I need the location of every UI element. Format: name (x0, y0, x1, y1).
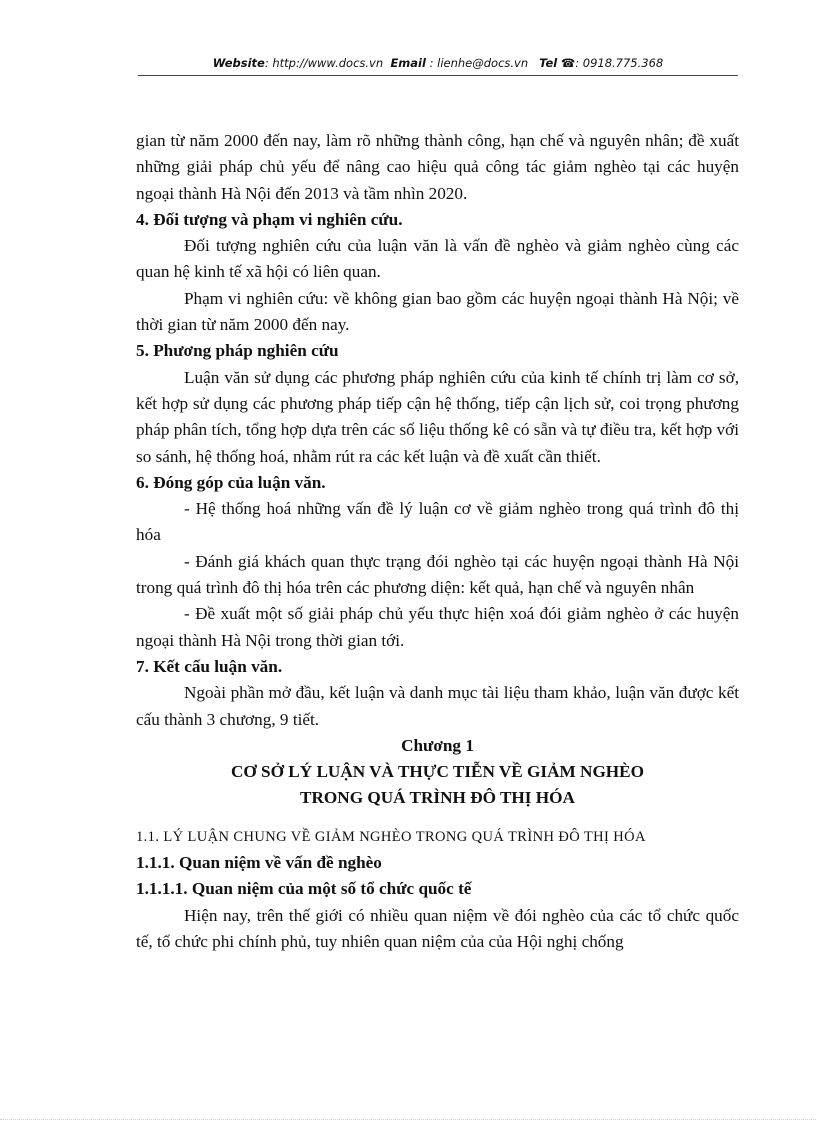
chapter-label: Chương 1 (401, 735, 474, 755)
paragraph-structure: Ngoài phần mở đầu, kết luận và danh mục tài liệu tham khảo, luận văn được kết cấu thành 3 chương, 9 tiết. (136, 683, 739, 729)
heading-1-1-1-1: 1.1.1.1. Quan niệm của một số tổ chức quốc tế (136, 879, 472, 899)
paragraph-research-subject: Đối tượng nghiên cứu của luận văn là vấn đề nghèo và giảm nghèo cùng các quan hệ kinh tế xã hội có liên quan. (136, 236, 739, 282)
contribution-item-2: - Đánh giá khách quan thực trạng đói nghèo tại các huyện ngoại thành Hà Nội trong quá trình đô thị hóa trên các phương diện: kết quả, hạn chế và nguyên nhân (136, 551, 739, 598)
heading-section-6: 6. Đóng góp của luận văn. (136, 472, 326, 492)
document-body (136, 128, 739, 955)
heading-1-1: 1.1. LÝ LUẬN CHUNG VỀ GIẢM NGHÈO TRONG QUÁ TRÌNH ĐÔ THỊ HÓA (136, 828, 646, 845)
contribution-item-1: - Hệ thống hoá những vấn đề lý luận cơ về giảm nghèo trong quá trình đô thị hóa (136, 499, 739, 545)
heading-section-7: 7. Kết cấu luận văn. (136, 656, 283, 676)
phone-icon: ☎ (560, 56, 576, 70)
chapter-title-line-1: CƠ SỞ LÝ LUẬN VÀ THỰC TIỄN VỀ GIẢM NGHÈO (230, 762, 645, 782)
paragraph-international-views: Hiện nay, trên thế giới có nhiều quan niệm về đói nghèo của các tổ chức quốc tế, tổ chức phi chính phủ, tuy nhiên quan niệm của của Hội nghị chống (136, 905, 739, 951)
heading-1-1-1: 1.1.1. Quan niệm về vấn đề nghèo (136, 853, 382, 873)
paragraph-methodology: Luận văn sử dụng các phương pháp nghiên cứu của kinh tế chính trị làm cơ sở, kết hợp sử dụng các phương pháp tiếp cận hệ thống, tiếp cận lịch sử, coi trọng phương pháp phân tích, tổng hợp dựa trên các số liệu thống kê có sẵn và tự điều tra, kết hợp với so sánh, hệ thống hoá, nhằm rút ra các kết luận và đề xuất cần thiết. (136, 367, 739, 466)
website-value: : http://www.docs.vn (264, 56, 384, 70)
email-label: Email (390, 56, 426, 70)
header-divider (138, 75, 738, 76)
paragraph-research-scope: Phạm vi nghiên cứu: về không gian bao gồm các huyện ngoại thành Hà Nội; về thời gian từ năm 2000 đến nay. (136, 288, 739, 335)
page-header (138, 56, 738, 70)
tel-label: Tel (539, 56, 558, 70)
email-value: : lienhe@docs.vn (429, 56, 529, 70)
contribution-item-3: - Đề xuất một số giải pháp chủ yếu thực hiện xoá đói giảm nghèo ở các huyện ngoại thành Hà Nội trong thời gian tới. (136, 604, 739, 650)
tel-value: : 0918.775.368 (575, 56, 664, 70)
paragraph-intro-continuation: gian từ năm 2000 đến nay, làm rõ những thành công, hạn chế và nguyên nhân; đề xuất những giải pháp chủ yếu để nâng cao hiệu quả công tác giảm nghèo tại các huyện ngoại thành Hà Nội đến 2013 và tầm nhìn 2020. (136, 131, 739, 203)
heading-section-5: 5. Phương pháp nghiên cứu (136, 341, 339, 361)
page-bottom-border (0, 1119, 816, 1120)
website-label: Website (212, 56, 265, 70)
chapter-title-line-2: TRONG QUÁ TRÌNH ĐÔ THỊ HÓA (300, 788, 575, 808)
heading-section-4: 4. Đối tượng và phạm vi nghiên cứu. (136, 209, 403, 229)
